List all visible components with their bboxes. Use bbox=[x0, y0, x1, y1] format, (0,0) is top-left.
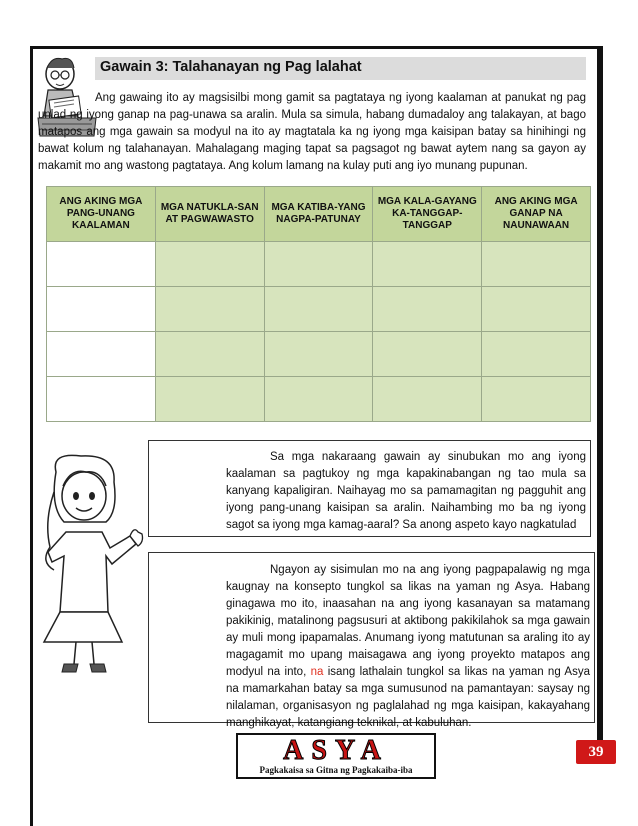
table-cell bbox=[264, 287, 373, 332]
table-cell bbox=[155, 332, 264, 377]
table-cell bbox=[373, 242, 482, 287]
table-cell bbox=[155, 287, 264, 332]
logo-word: ASYA bbox=[283, 735, 389, 766]
page-frame-shadow bbox=[597, 46, 603, 746]
reflection-text: Sa mga nakaraang gawain ay sinubukan mo ang iyong kaalaman sa pagtukoy ng mga kapakinabangan ng tao mula sa kanyang kapaligiran. Naihayag mo sa pamamagitan ng pagguhit ang iyong pang-unang kaisipan sa aralin. Naihambing mo ba ng iyong sagot sa iyong mga kamag-aaral? Sa anong aspeto kayo nagkatulad bbox=[226, 451, 586, 531]
table-header: MGA KATIBA-YANG NAGPA-PATUNAY bbox=[264, 187, 373, 242]
table-cell-input[interactable] bbox=[47, 287, 156, 332]
table-cell-input[interactable] bbox=[47, 377, 156, 422]
table-cell bbox=[482, 332, 591, 377]
instruction-paragraph bbox=[226, 562, 590, 732]
table-cell bbox=[482, 287, 591, 332]
table-cell-input[interactable] bbox=[47, 242, 156, 287]
table-cell-input[interactable] bbox=[47, 332, 156, 377]
table-cell bbox=[482, 242, 591, 287]
instruction-text-a: Ngayon ay sisimulan mo na ang iyong pagpapalawig ng mga kaugnay na konsepto tungkol sa likas na yaman ng Asya. Habang ginagawa mo ito, inaasahan na ang iyong kasanayan sa matamang pakikinig, matalinong pagsusuri at aktibong pakikilahok sa mga gawain ay muli mong ipapamalas. Anumang iyong matutunan sa araling ito ay magagamit mo upang maisagawa ang iyong proyekto matapos ang modyul na into, bbox=[226, 564, 590, 678]
table-cell bbox=[155, 242, 264, 287]
table-row bbox=[47, 377, 591, 422]
table-header: ANG AKING MGA PANG-UNANG KAALAMAN bbox=[47, 187, 156, 242]
girl-thumbs-up-illustration bbox=[26, 452, 156, 677]
table-header: MGA KALA-GAYANG KA-TANGGAP-TANGGAP bbox=[373, 187, 482, 242]
table-row bbox=[47, 332, 591, 377]
table-cell bbox=[482, 377, 591, 422]
intro-text: Ang gawaing ito ay magsisilbi mong gamit sa pagtataya ng iyong kaalaman at panukat ng pag unlad ng iyong ganap na pag-unawa sa aralin. Mula sa simula, habang dumadaloy ang talakayan, at bago matapos ang mga gawain sa modyul na ito ay magtatala ka ng iyong mga kaisipan batay sa hinihingi ng bawat kolum ng talahanayan. Mahalagang maging tapat sa pagsagot ng bawat aytem nang sa gayon ay makamit mo ang wastong pagtataya. Ang kolum lamang na kulay puti ang iyo munang pupunan. bbox=[38, 92, 586, 172]
table-cell bbox=[264, 377, 373, 422]
table-row bbox=[47, 242, 591, 287]
table-header-row bbox=[47, 187, 591, 242]
table-cell bbox=[373, 332, 482, 377]
table-cell bbox=[264, 332, 373, 377]
table-row bbox=[47, 287, 591, 332]
instruction-highlight: na bbox=[310, 666, 324, 678]
summary-table bbox=[46, 186, 591, 422]
instruction-text-b: isang lathalain tungkol sa likas na yaman ng Asya na mamarkahan batay sa mga sumusunod na pamantayan: saysay ng nilalaman, organisasyon ng paglalahad ng mga kaisipan, kakayahang manghikayat, katangiang teknikal, at kabuluhan. bbox=[226, 666, 590, 729]
table-cell bbox=[373, 287, 482, 332]
reflection-paragraph bbox=[226, 449, 586, 534]
table-cell bbox=[264, 242, 373, 287]
intro-paragraph bbox=[38, 90, 586, 175]
logo-subtitle: Pagkakaisa sa Gitna ng Pagkakaiba-iba bbox=[259, 765, 413, 775]
asya-logo bbox=[236, 733, 436, 779]
activity-title: Gawain 3: Talahanayan ng Pag lalahat bbox=[100, 59, 362, 75]
page-number: 39 bbox=[576, 740, 616, 764]
table-header: MGA NATUKLA-SAN AT PAGWAWASTO bbox=[155, 187, 264, 242]
table-header: ANG AKING MGA GANAP NA NAUNAWAAN bbox=[482, 187, 591, 242]
table-cell bbox=[155, 377, 264, 422]
table-cell bbox=[373, 377, 482, 422]
